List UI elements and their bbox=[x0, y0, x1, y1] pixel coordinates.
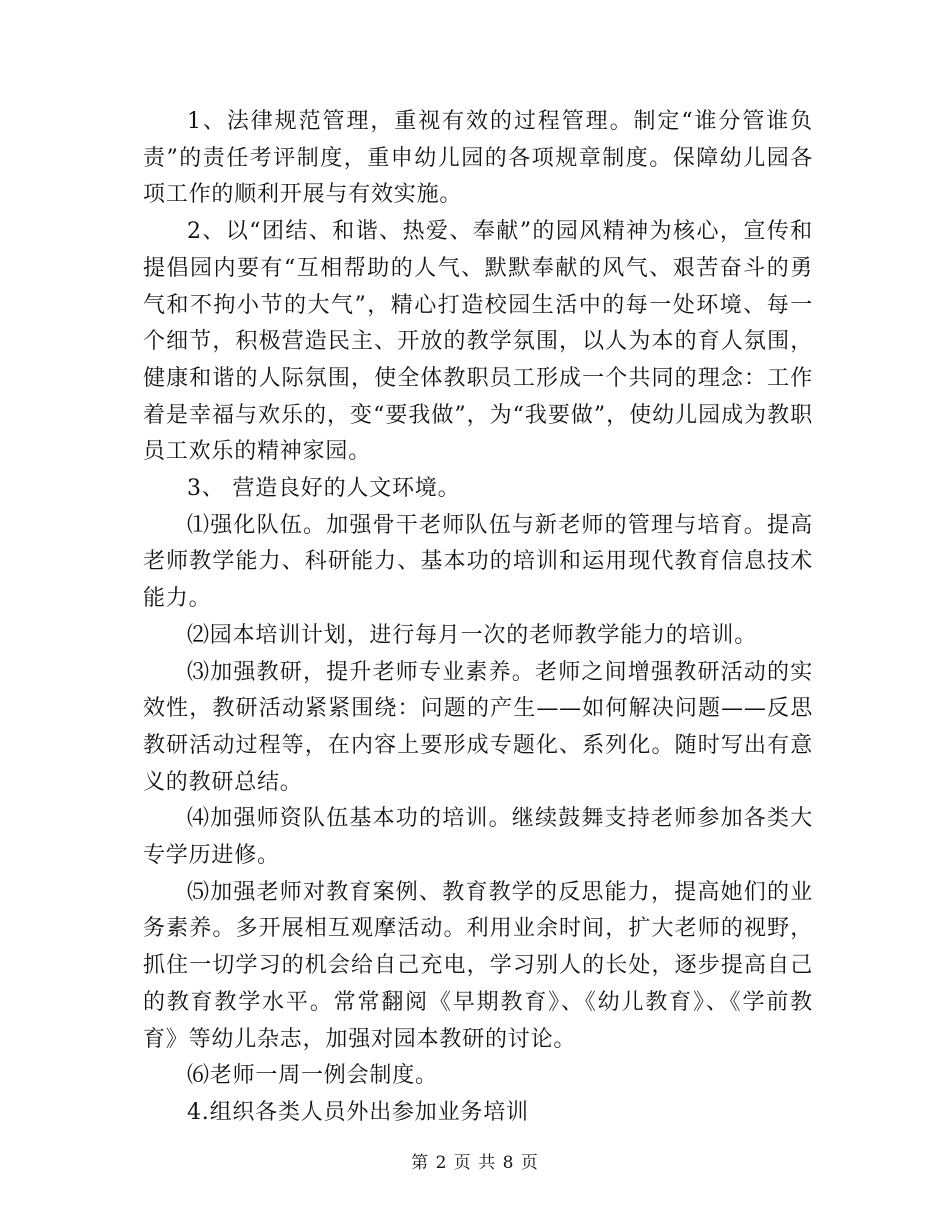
paragraph-4: ⑴强化队伍。加强骨干老师队伍与新老师的管理与培育。提高老师教学能力、科研能力、基本功的培训和运用现代教育信息技术能力。 bbox=[143, 512, 813, 612]
paragraph-5: ⑵园本培训计划，进行每月一次的老师教学能力的培训。 bbox=[187, 622, 758, 648]
paragraph-2: 2、以“团结、和谐、热爱、奉献”的园风精神为核心，宣传和提倡园内要有“互相帮助的人气、默默奉献的风气、艰苦奋斗的勇气和不拘小节的大气”，精心打造校园生活中的每一处环境、每一个细节，积极营造民主、开放的教学氛围，以人为本的育人氛围，健康和谐的人际氛围，使全体教职员工形成一个共同的理念：工作着是幸福与欢乐的，变“要我做”，为“我要做”，使幼儿园成为教职员工欢乐的精神家园。 bbox=[143, 219, 813, 465]
paragraph-8: ⑸加强老师对教育案例、教育教学的反思能力，提高她们的业务素养。多开展相互观摩活动。利用业余时间，扩大老师的视野，抓住一切学习的机会给自己充电，学习别人的长处，逐步提高自己的教育教学水平。常常翻阅《早期教育》、《幼儿教育》、《学前教育》等幼儿杂志，加强对园本教研的讨论。 bbox=[143, 879, 813, 1052]
paragraph-1: 1、法律规范管理，重视有效的过程管理。制定“谁分管谁负责”的责任考评制度，重申幼儿园的各项规章制度。保障幼儿园各项工作的顺利开展与有效实施。 bbox=[143, 109, 813, 208]
paragraph-3: 3、 营造良好的人文环境。 bbox=[187, 476, 461, 502]
paragraph-6: ⑶加强教研，提升老师专业素养。老师之间增强教研活动的实效性，教研活动紧紧围绕：问题的产生——如何解决问题——反思教研活动过程等，在内容上要形成专题化、系列化。随时写出有意义的教研总结。 bbox=[143, 659, 813, 795]
paragraph-7: ⑷加强师资队伍基本功的培训。继续鼓舞支持老师参加各类大专学历进修。 bbox=[143, 806, 813, 869]
page-number-footer: 第 2 页 共 8 页 bbox=[411, 1153, 539, 1173]
paragraph-10: 4.组织各类人员外出参加业务培训 bbox=[187, 1099, 529, 1125]
document-body bbox=[143, 104, 813, 1132]
paragraph-9: ⑹老师一周一例会制度。 bbox=[187, 1063, 438, 1089]
